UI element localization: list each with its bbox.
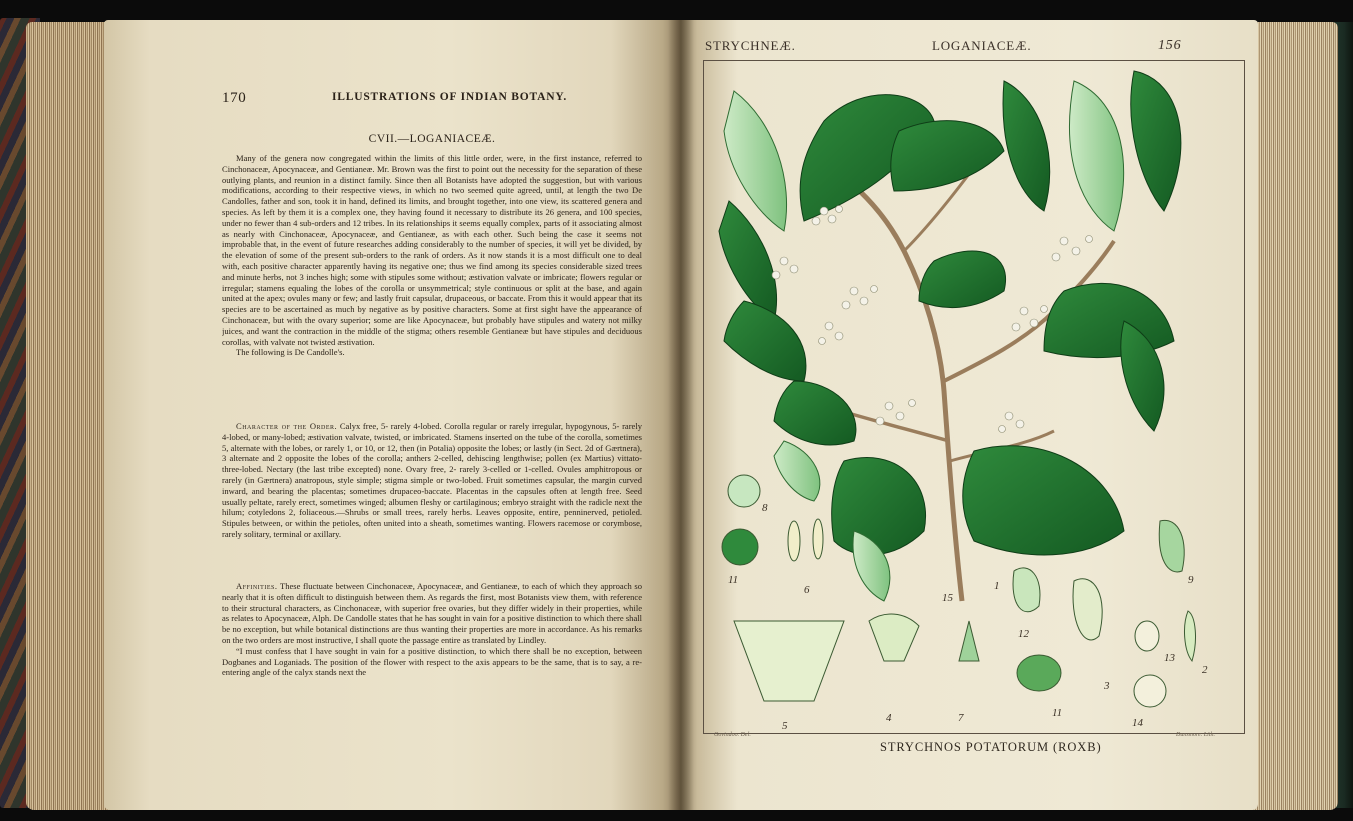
lithographer-credit: Dunsmore. Lith. xyxy=(1176,732,1215,738)
fig-label: 11 xyxy=(728,574,739,586)
fig-label: 13 xyxy=(1164,652,1175,664)
fig-label: 5 xyxy=(782,720,788,732)
plate-caption: STRYCHNOS POTATORUM (ROXB) xyxy=(880,740,1102,754)
running-title: ILLUSTRATIONS OF INDIAN BOTANY. xyxy=(332,91,568,103)
fig-label: 6 xyxy=(804,584,810,596)
affinities-section xyxy=(222,581,642,713)
book-gutter xyxy=(668,20,694,810)
fig-label: 8 xyxy=(762,502,768,514)
fig-label: 14 xyxy=(1132,717,1143,729)
page-edges-left xyxy=(26,22,112,810)
plate-header-family: LOGANIACEÆ. xyxy=(932,38,1032,53)
botanical-plate xyxy=(703,60,1245,734)
fig-label: 9 xyxy=(1188,574,1194,586)
leaves xyxy=(719,71,1181,601)
character-paragraph xyxy=(222,421,642,540)
page-number: 170 xyxy=(222,90,247,106)
fig-label: 3 xyxy=(1104,680,1110,692)
intro-paragraph: The following is De Candolle's. xyxy=(236,347,345,358)
fig-label: 11 xyxy=(1052,707,1063,719)
fig-label: 4 xyxy=(886,712,892,724)
fig-label: 1 xyxy=(994,580,1000,592)
affinities-text: These fluctuate between Cinchonaceæ, Apocynaceæ, and Gentianeæ, to each of which they approach so nearly that it is often difficult to distinguish between them. As regards the first, most Botanists view them, with reference to their structural characters, as Cinchonaceæ, with superior free ovaries, but they differ widely in their properties, while as relates to Apocynaceæ, Alph. De Candolle states that he has sought in vain for a positive distinction to which there shall be no exception, but while botanical distinctions are thus wanting their properties are more in accordance. As his remarks on the two orders are most instructive, I shall quote the passage entire as translated by Lindley. xyxy=(222,581,642,645)
running-head xyxy=(222,90,642,108)
affinities-paragraph xyxy=(222,581,642,646)
fig-label: 7 xyxy=(958,712,964,724)
plate-header-tribe: STRYCHNEÆ. xyxy=(705,38,796,53)
affinities-heading: Affinities. xyxy=(236,581,278,591)
delineator-credit: Govindoo. Del. xyxy=(714,732,751,738)
quote-paragraph: “I must confess that I have sought in vain for a positive distinction, to which there shall be no exception, between Dogbanes and Loganiads. The position of the flower with respect to the axis appears to be the same, that is to say, a re-entering angle of the calyx stands next the xyxy=(222,645,642,678)
character-heading: Character of the Order. xyxy=(236,421,338,431)
fig-label: 12 xyxy=(1018,628,1029,640)
page-edges-right xyxy=(1250,22,1338,810)
character-text: Calyx free, 5- rarely 4-lobed. Corolla regular or rarely irregular, hypogynous, 5- rarely 4-lobed, or many-lobed; æstivation valvate, twisted, or imbricated. Stamens inserted on the tube of the corolla, sometimes 5, alternate with the lobes, or rarely 1, or 10, or 12, then (in Potalia) opposite the lobes; or lastly (in Sect. 2d of Gærtnera), 3 alternate and 2 opposite the lobes of the corolla; anthers 2-celled, dehiscing lengthwise; pollen (ex Martius) vittato-three-lobed. Nectary (the last tribe excepted) none. Ovary free, 2- rarely 3-celled or 1-celled. Ovules amphitropous or rarely (in Gærtnera) anatropous, style simple; stigma simple or two-lobed. Fruit sometimes capsular, the margin curved inward, and bearing the placentas; sometimes drupaceo-baccate. Placentas in the capsules often at length free. Seed usually peltate, rarely erect, sometimes winged; albumen fleshy or cartilaginous; embryo straight with the radicle next the hilum; cotyledons 2, foliaceous.—Shrubs or small trees, rarely herbs. Leaves opposite, entire, penninerved, petioled. Stipules between, or within the petioles, often united into a sheath, sometimes wanting. Flowers racemose or corymbose, rarely solitary, terminal or axillary. xyxy=(222,421,642,539)
plate-number: 156 xyxy=(1158,38,1182,53)
fig-label: 2 xyxy=(1202,664,1208,676)
plant-illustration xyxy=(704,61,1244,733)
fig-label: 15 xyxy=(942,592,953,604)
intro-paragraph: Many of the genera now congregated within the limits of this little order, were, in the first instance, referred to Cinchonaceæ, Apocynaceæ, and Gentianeæ. Mr. Brown was the first to point out the necessity for the separation of these outlying plants, and reunion in a distinct family. Since then all Botanists have adopted the suggestion, but with various modifications, according to their respective views, in which no two seemed quite agreed, until, at length the two De Candolles, father and son, took it in hand, defined its limits, and brought together, into one view, its scattered genera and species. As left by them it is a complex one, they having found it necessary to distribute its 26 genera, and 100 species, under no fewer than 4 sub-orders and 12 tribes. In its relationships it seems equally complex, parts of it associating almost as nearly with Cinchonaceæ, Apocynaceæ, and Gentianeæ, as with each other. Such being the case it seems not improbable that, in the event of future researches adding considerably to the number of species, it will yet be divided, by the elevation of some of the present sub-orders to the rank of orders. As it now stands it is a most difficult one to deal with, each positive character apparently having its negative one; thus we find among its species considerable sized trees and minute herbs, not 3 inches high; some with stipules some without; æstivation valvate or imbricate; flowers regular or irregular; stamens equaling the lobes of the corolla or unsymmetrical; style continuous or split at the base, and again united at the apex; ovules many or few; and lastly fruit capsular, drupaceous, or baccate. From this it would appear that its species are to be ascertained as much by negative as by positive characters. Some at first sight have the appearance of Cinchonaceæ, but with the ovary superior; some are like Apocynaceæ, but probably have stipules and watery not milky juices, and want the contraction in the middle of the stigma; others resemble Gentianeæ but have stipules and deciduous corollas, with valvate not twisted æstivation. xyxy=(222,153,642,347)
intro-text xyxy=(222,153,642,415)
character-section xyxy=(222,421,642,571)
section-title: CVII.—LOGANIACEÆ. xyxy=(368,133,496,145)
